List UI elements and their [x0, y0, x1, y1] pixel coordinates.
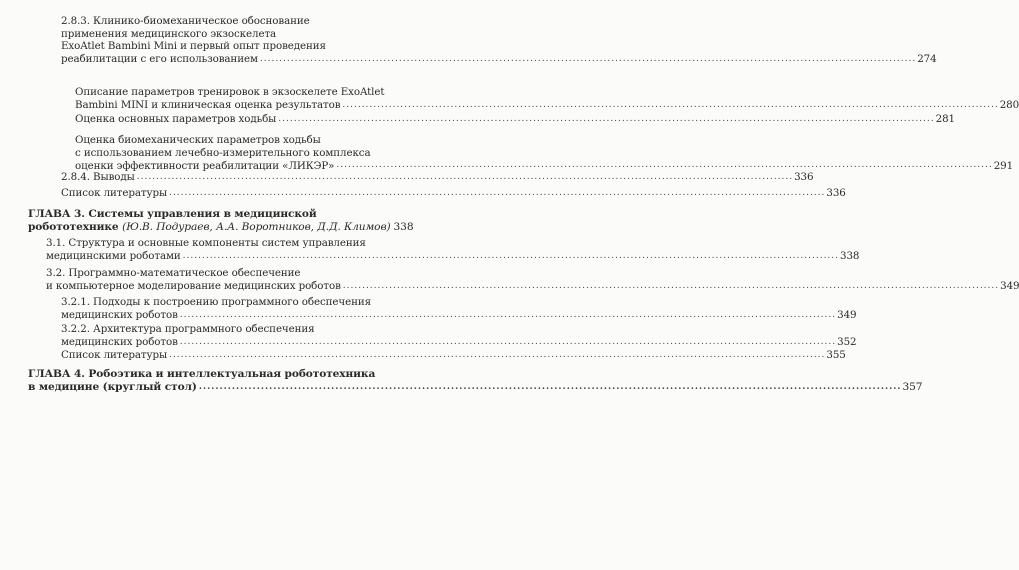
page-number: 280: [999, 99, 1019, 111]
dot-leader: [343, 280, 999, 291]
toc-entry-text: и компьютерное моделирование медицинских роботов: [46, 280, 341, 292]
page-number: 355: [826, 349, 846, 362]
page-number: 349: [837, 309, 857, 321]
toc-entry-text: 3.1. Структура и основные компоненты систем управления: [46, 237, 366, 249]
toc-entry-biomech-params[interactable]: [75, 134, 1014, 172]
toc-entry-text: реабилитации с его использованием: [61, 53, 258, 66]
dot-leader: [342, 99, 998, 110]
dot-leader: [183, 250, 839, 261]
dot-leader: [169, 187, 825, 198]
toc-entry-3-2-1[interactable]: [61, 296, 857, 322]
toc-entry-text: Оценка основных параметров ходьбы: [75, 113, 277, 126]
page-number: 281: [935, 113, 955, 126]
toc-entry-references-ch3[interactable]: [61, 349, 846, 362]
toc-chapter-title: ГЛАВА 4. Робоэтика и интеллектуальная робототехника: [28, 368, 376, 380]
toc-entry-text: Описание параметров тренировок в экзоскелете ExoAtlet: [75, 86, 385, 98]
page-number: 349: [1000, 280, 1019, 292]
toc-entry-text: медицинскими роботами: [46, 250, 181, 262]
page-number: 291: [993, 159, 1014, 172]
toc-entry-text: Bambini MINI и клиническая оценка результатов: [75, 99, 341, 111]
dot-leader: [180, 336, 836, 347]
toc-entry-text: 2.8.3. Клинико-биомеханическое обоснование: [61, 15, 310, 27]
page-number: 338: [840, 250, 860, 262]
toc-chapter-title-part: робототехнике: [28, 221, 119, 233]
dot-leader: [180, 309, 836, 320]
toc-entry-3-1[interactable]: [46, 237, 860, 263]
dot-leader: [199, 381, 902, 392]
chapter-authors: (Ю.В. Подураев, А.А. Воротников, Д.Д. Климов): [122, 221, 391, 233]
dot-leader: [169, 349, 825, 360]
toc-entry-text: ExoAtlet Bambini Mini и первый опыт проведения: [61, 40, 326, 53]
page-number: 336: [826, 187, 846, 200]
toc-entry-text: применения медицинского экзоскелета: [61, 27, 277, 40]
toc-entry-references-ch2[interactable]: [61, 187, 846, 200]
toc-chapter-3[interactable]: [28, 208, 414, 234]
page-number: 357: [902, 381, 923, 393]
toc-entry-3-2-2[interactable]: [61, 323, 857, 349]
toc-chapter-4[interactable]: [28, 368, 923, 394]
toc-entry-training-params[interactable]: [75, 86, 1019, 112]
page-number: 338: [393, 221, 414, 233]
toc-chapter-title: [28, 221, 391, 234]
toc-entry-text: медицинских роботов: [61, 336, 178, 348]
toc-entry-text: медицинских роботов: [61, 309, 178, 321]
toc-chapter-title: в медицине (круглый стол): [28, 381, 197, 393]
dot-leader: [260, 53, 916, 64]
toc-entry-text: 2.8.4. Выводы: [61, 171, 135, 184]
toc-entry-2-8-4[interactable]: [61, 171, 814, 184]
toc-entry-text: Список литературы: [61, 349, 168, 362]
toc-entry-text: Оценка биомеханических параметров ходьбы: [75, 134, 321, 146]
dot-leader: [278, 113, 934, 124]
dot-leader: [137, 171, 793, 182]
toc-entry-text: 3.2. Программно-математическое обеспечение: [46, 267, 301, 279]
toc-entry-text: оценки эффективности реабилитации «ЛИКЭР»: [75, 159, 335, 172]
toc-entry-text: 3.2.2. Архитектура программного обеспечения: [61, 323, 315, 335]
page-number: 336: [794, 171, 814, 184]
toc-entry-text: 3.2.1. Подходы к построению программного обеспечения: [61, 296, 372, 308]
toc-entry-2-8-3[interactable]: [61, 15, 937, 66]
toc-entry-gait-params[interactable]: [75, 113, 955, 126]
toc-entry-text: с использованием лечебно-измерительного комплекса: [75, 146, 371, 159]
toc-chapter-title: ГЛАВА 3. Системы управления в медицинской: [28, 208, 317, 220]
dot-leader: [336, 159, 992, 170]
toc-entry-3-2[interactable]: [46, 267, 1019, 293]
toc-entry-text: Список литературы: [61, 187, 168, 200]
page-number: 274: [917, 53, 937, 66]
page-number: 352: [837, 336, 857, 348]
